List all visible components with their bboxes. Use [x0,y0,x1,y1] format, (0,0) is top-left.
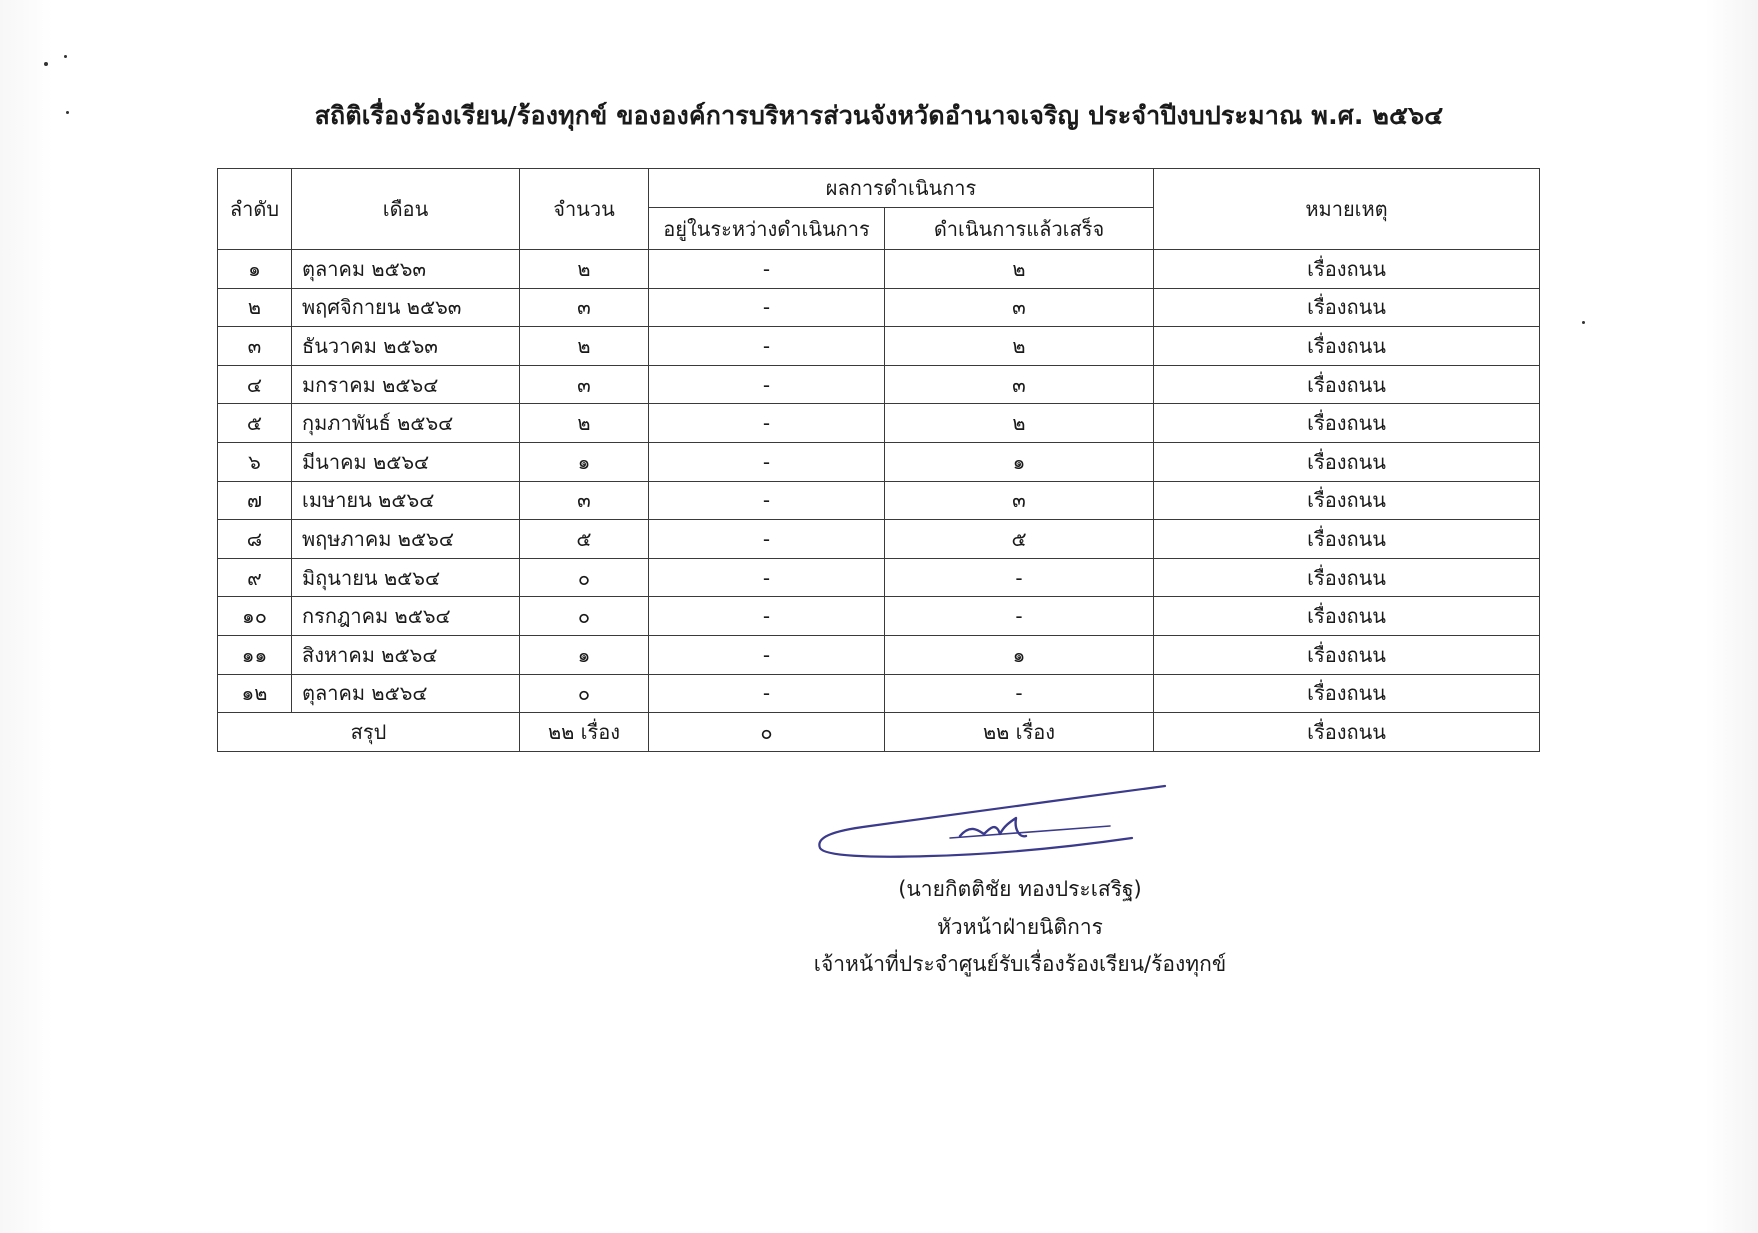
cell-order: ๗ [218,481,292,520]
cell-remarks: เรื่องถนน [1154,481,1540,520]
header-in-progress: อยู่ในระหว่างดำเนินการ [649,208,885,250]
cell-completed: ๒ [885,327,1154,366]
cell-count: ๓ [520,288,649,327]
summary-remarks: เรื่องถนน [1154,713,1540,752]
table-row [218,520,1540,559]
cell-remarks: เรื่องถนน [1154,442,1540,481]
cell-month: พฤศจิกายน ๒๕๖๓ [292,288,520,327]
cell-remarks: เรื่องถนน [1154,597,1540,636]
table-row [218,635,1540,674]
scan-speck [44,62,48,66]
cell-remarks: เรื่องถนน [1154,404,1540,443]
cell-in-progress: - [649,365,885,404]
cell-completed: ๑ [885,635,1154,674]
cell-month: กุมภาพันธ์ ๒๕๖๔ [292,404,520,443]
table-row [218,404,1540,443]
cell-remarks: เรื่องถนน [1154,635,1540,674]
summary-label: สรุป [218,713,520,752]
cell-in-progress: - [649,404,885,443]
cell-count: ๐ [520,558,649,597]
cell-completed: ๒ [885,404,1154,443]
header-order: ลำดับ [218,169,292,250]
table-row [218,365,1540,404]
cell-in-progress: - [649,520,885,559]
cell-in-progress: - [649,481,885,520]
cell-completed: ๕ [885,520,1154,559]
cell-completed: ๓ [885,288,1154,327]
table-row [218,250,1540,289]
summary-completed: ๒๒ เรื่อง [885,713,1154,752]
cell-in-progress: - [649,558,885,597]
cell-month: พฤษภาคม ๒๕๖๔ [292,520,520,559]
cell-count: ๒ [520,327,649,366]
table-row [218,481,1540,520]
cell-order: ๒ [218,288,292,327]
cell-in-progress: - [649,288,885,327]
cell-count: ๐ [520,597,649,636]
cell-in-progress: - [649,597,885,636]
cell-count: ๕ [520,520,649,559]
cell-count: ๑ [520,635,649,674]
summary-in-progress: ๐ [649,713,885,752]
handwritten-signature [810,778,1180,878]
cell-month: เมษายน ๒๕๖๔ [292,481,520,520]
scan-speck [1582,321,1585,324]
summary-row [218,713,1540,752]
cell-month: กรกฎาคม ๒๕๖๔ [292,597,520,636]
cell-count: ๒ [520,250,649,289]
cell-count: ๐ [520,674,649,713]
cell-order: ๘ [218,520,292,559]
header-results: ผลการดำเนินการ [649,169,1154,208]
cell-order: ๕ [218,404,292,443]
cell-remarks: เรื่องถนน [1154,674,1540,713]
cell-completed: - [885,558,1154,597]
cell-order: ๑๒ [218,674,292,713]
cell-order: ๑ [218,250,292,289]
cell-month: มกราคม ๒๕๖๔ [292,365,520,404]
cell-remarks: เรื่องถนน [1154,365,1540,404]
cell-completed: ๓ [885,481,1154,520]
header-count: จำนวน [520,169,649,250]
cell-in-progress: - [649,250,885,289]
cell-completed: - [885,597,1154,636]
header-completed: ดำเนินการแล้วเสร็จ [885,208,1154,250]
cell-count: ๓ [520,365,649,404]
cell-completed: ๒ [885,250,1154,289]
table-row [218,674,1540,713]
cell-remarks: เรื่องถนน [1154,250,1540,289]
cell-month: ตุลาคม ๒๕๖๔ [292,674,520,713]
cell-order: ๓ [218,327,292,366]
cell-in-progress: - [649,327,885,366]
cell-order: ๑๐ [218,597,292,636]
cell-count: ๑ [520,442,649,481]
cell-in-progress: - [649,635,885,674]
cell-remarks: เรื่องถนน [1154,288,1540,327]
cell-order: ๔ [218,365,292,404]
table-row [218,288,1540,327]
table-header-row [218,169,1540,208]
signature-stroke [819,786,1165,857]
cell-month: สิงหาคม ๒๕๖๔ [292,635,520,674]
cell-remarks: เรื่องถนน [1154,520,1540,559]
table-row [218,327,1540,366]
table-row [218,558,1540,597]
table-body [218,250,1540,713]
cell-order: ๖ [218,442,292,481]
cell-order: ๑๑ [218,635,292,674]
cell-in-progress: - [649,674,885,713]
summary-count: ๒๒ เรื่อง [520,713,649,752]
signatory-name: (นายกิตติชัย ทองประเสริฐ) [898,877,1142,901]
cell-completed: ๓ [885,365,1154,404]
cell-remarks: เรื่องถนน [1154,327,1540,366]
cell-count: ๓ [520,481,649,520]
header-remarks: หมายเหตุ [1154,169,1540,250]
scan-speck [64,55,67,58]
cell-month: ตุลาคม ๒๕๖๓ [292,250,520,289]
document-title: สถิติเรื่องร้องเรียน/ร้องทุกข์ ขององค์การบริหารส่วนจังหวัดอำนาจเจริญ ประจำปีงบประมาณ พ.ศ. ๒๕๖๔ [314,101,1444,130]
cell-in-progress: - [649,442,885,481]
cell-count: ๒ [520,404,649,443]
signatory-role: เจ้าหน้าที่ประจำศูนย์รับเรื่องร้องเรียน/ร้องทุกข์ [813,952,1227,976]
table-row [218,442,1540,481]
cell-order: ๙ [218,558,292,597]
cell-completed: - [885,674,1154,713]
table-row [218,597,1540,636]
cell-remarks: เรื่องถนน [1154,558,1540,597]
cell-completed: ๑ [885,442,1154,481]
header-month: เดือน [292,169,520,250]
cell-month: มิถุนายน ๒๕๖๔ [292,558,520,597]
cell-month: ธันวาคม ๒๕๖๓ [292,327,520,366]
cell-month: มีนาคม ๒๕๖๔ [292,442,520,481]
signatory-position: หัวหน้าฝ่ายนิติการ [937,915,1103,939]
complaint-statistics-table [217,168,1540,752]
signature-stroke [950,826,1110,838]
